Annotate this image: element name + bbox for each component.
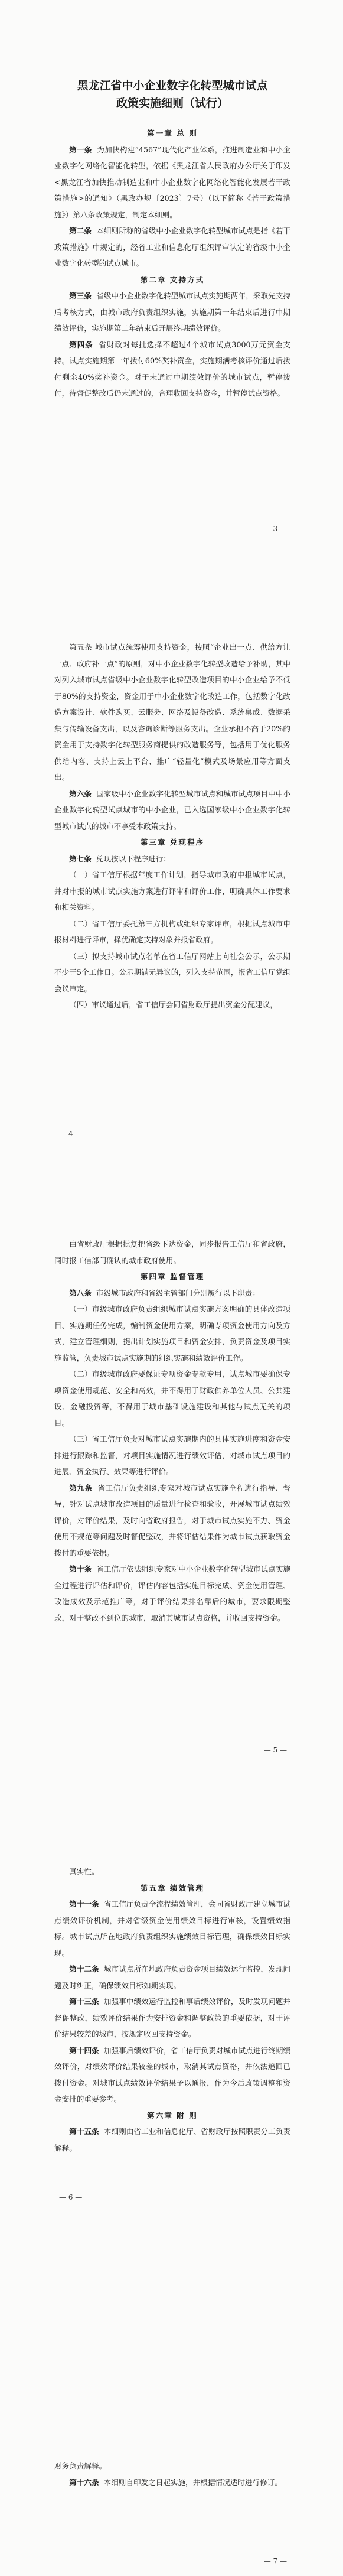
chapter-6-heading: 第六章 附 则 — [147, 2110, 198, 2120]
page-number: — 3 — — [263, 525, 287, 533]
article-9-label: 第九条 — [69, 1483, 93, 1492]
page-number: — 6 — — [59, 2193, 83, 2201]
article-3 — [54, 288, 290, 337]
article-2-label: 第二条 — [69, 226, 92, 235]
page-number: — 7 — — [263, 2557, 287, 2565]
chapter-3-heading: 第三章 兑现程序 — [140, 838, 205, 847]
article-13-text: 加强事中绩效运行监控和事后绩效评价，及时发现问题并督促整改，绩效评价结果作为安排资金和调整政策的重要依据，对于评价结果较差的城市，按规定收回支持资金。 — [54, 1997, 291, 2038]
article-6 — [54, 786, 290, 835]
page-3 — [0, 1193, 343, 1820]
article-8-label: 第八条 — [69, 1288, 92, 1297]
article-12-label: 第十二条 — [69, 1964, 99, 1973]
page-3-body — [54, 1236, 290, 1626]
article-9-text: 省工信厅负责组织专家对城市试点实施全程进行指导、督导，针对试点城市改造项目的质量进行检查和验收，开展城市试点绩效评价，对评价结果，及时向省政府报告，对于城市试点实施不力、资金使用不规范等问题及时督促整改，并将评估结果作为城市试点获取资金拨付的重要依据。 — [54, 1483, 290, 1557]
article-6-text: 国家级中小企业数字化转型城市试点和城市试点项目中中小企业数字化转型试点城市的中小企业，已入选国家级中小企业数字化转型城市试点的城市不享受本政策支持。 — [54, 789, 291, 831]
article-10 — [54, 1561, 290, 1626]
article-15 — [54, 2123, 290, 2156]
article-4 — [54, 337, 290, 402]
article-11-label: 第十一条 — [69, 1900, 99, 1908]
article-16 — [54, 2474, 290, 2491]
page-number: — 5 — — [263, 1746, 287, 1754]
article-7-item-3: （三）拟支持城市试点名单在省工信厅网站上向社会公示，公示期不少于5个工作日。公示期满无异议的，列入支持范围，报省工信厅党组会议审定。 — [54, 951, 290, 993]
article-8-item-1: （一）市级城市政府负责组织城市试点实施方案明确的具体改造项目、实施期任务完成，编制资金使用方案，明确专项资金使用方向及方式，建立管理细则，提出计划实施项目和资金安排，负责资金及项目实施监管，负责城市试点实施期的组织实施和绩效评价工作。 — [54, 1305, 290, 1362]
article-8-text: 市级城市政府和省级主管部门分别履行以下职责： — [96, 1288, 260, 1297]
article-4-label: 第四条 — [69, 340, 93, 349]
page-number: — 4 — — [59, 1130, 83, 1138]
article-8-item-3: （三）省工信厅负责对城市试点实施期内的具体实施进度和资金安排进行跟踪和监督，对项目实施情况进行绩效评估，对城市试点项目的进展、资金执行、效果等进行评价。 — [54, 1435, 290, 1476]
article-7-item-4: （四）审议通过后，省工信厅会同省财政厅提出资金分配建议， — [69, 1000, 277, 1009]
article-7-continued: 由省财政厅根据批复把省级下达资金，同步报告工信厅和省政府，同时报工信部门确认的城市政府使用。 — [54, 1240, 290, 1265]
article-7-text: 兑现按以下程序进行： — [96, 854, 171, 863]
article-1 — [54, 142, 290, 223]
article-16-label: 第十六条 — [69, 2477, 99, 2487]
article-7-label: 第七条 — [69, 854, 92, 863]
article-3-text: 省级中小企业数字化转型城市试点实施期两年，采取先支持后考核方式，由城市政府负责组织实施，实施期第一年结束后进行中期绩效评价，实施期第二年结束后开展终期绩效评价。 — [54, 291, 291, 333]
article-16-text: 本细则自印发之日起实施，并根据情况适时进行修订。 — [103, 2477, 282, 2487]
article-6-label: 第六条 — [69, 789, 92, 798]
page-1 — [0, 0, 343, 597]
article-8-item-2: （二）市级城市政府要保证专项资金专款专用，试点城市要确保专项资金使用规范、安全和高效，并不得用于财政供养单位人员、公共建设、金融投资等，不得用于城市基础设施建设和其他与试点无关的项目。 — [54, 1370, 290, 1427]
page-4-body — [54, 1863, 290, 2156]
article-8 — [54, 1285, 290, 1302]
article-2 — [54, 223, 290, 272]
document-title-line-1: 黑龙江省中小企业数字化转型城市试点 — [77, 79, 268, 92]
article-10-text: 省工信厅依法组织专家对中小企业数字化转型城市试点实施全过程进行评估和评价，评估内容包括实施目标完成、资金使用管理、改造成效及示范推广等，对于评价结果排名靠后的城市，要求限期整改，对于整改不到位的城市，取消其城市试点资格，并收回支持资金。 — [54, 1565, 291, 1622]
chapter-4-heading: 第四章 监督管理 — [140, 1272, 205, 1281]
page-4 — [0, 1820, 343, 2458]
article-12-text: 城市试点所在地政府负责资金项目绩效运行监控，发现问题及时纠正，确保绩效目标如期实现。 — [54, 1964, 291, 1990]
article-13 — [54, 1993, 290, 2042]
article-10-label: 第十条 — [69, 1565, 92, 1573]
article-5-text: 第五条 城市试点统筹使用支持资金，按照“企业出一点、供给方让一点、政府补一点”的原则，对中小企业数字化转型改造给予补助，其中对列入城市试点省级中小企业数字化转型改造项目的中小企业给予不低于80%的支持资金，资金用于中小企业数字化改造工作，包括数字化改造方案设计、软件购买、云服务、网络及设备改造、系统集成、数据采集与传输设备支出，以及咨询诊断等服务支出。企业承担不高于20%的资金用于支持数字化转型服务商提供的改造服务等，包括用于优化服务供给内容、支持上云上平台、推广“轻量化”模式及场景应用等方面支出。 — [54, 643, 290, 782]
article-12 — [54, 1961, 290, 1993]
article-11-text: 省工信厅负责全流程绩效管理，会同省财政厅建立城市试点绩效评价机制，并对省级资金使用绩效目标进行审核，设置绩效指标。城市试点所在地政府负责组织实施绩效目标管理，确保绩效目标实现。 — [54, 1900, 291, 1957]
article-11 — [54, 1896, 290, 1961]
page-2-body — [54, 639, 290, 1013]
article-1-text: 为加快构建“4567”现代化产业体系，推进制造业和中小企业数字化网络化智能化转型，依据《黑龙江省人民政府办公厅关于印发<黑龙江省加快推动制造业和中小企业数字化网络化智能化发展若干政策措施>的通知》（黑政办规〔2023〕7号）（以下简称《若干政策措施》）第八条政策规定，制定本细则。 — [54, 145, 290, 219]
chapter-2-heading: 第二章 支持方式 — [140, 275, 205, 284]
article-1-label: 第一条 — [69, 145, 92, 154]
page-5-body — [54, 2458, 290, 2490]
article-15-label: 第十五条 — [69, 2127, 99, 2136]
article-7 — [54, 851, 290, 867]
article-2-text: 本细则所称的省级中小企业数字化转型城市试点是指《若干政策措施》中规定的，经省工业和信息化厅组织评审认定的省级中小企业数字化转型的试点城市。 — [54, 226, 291, 268]
document-title-line-2: 政策实施细则（试行） — [116, 97, 228, 110]
page-5 — [0, 2458, 343, 2576]
chapter-1-heading: 第一章 总 则 — [147, 129, 198, 138]
article-9 — [54, 1480, 290, 1562]
article-14-text: 加强事后绩效评价，省工信厅负责对城市试点进行终期绩效评价，对绩效评价结果较差的城市，取消其试点资格，并依法追回已拨付资金。对城市试点绩效评价结果予以通报，作为今后政策调整和资金安排的重要参考。 — [54, 2045, 291, 2103]
article-14 — [54, 2042, 290, 2107]
page-1-body — [54, 77, 290, 402]
article-7-item-2: （二）省工信厅委托第三方机构或组织专家评审，根据试点城市申报材料进行评审，择优确定支持对象并报省政府。 — [54, 919, 290, 944]
article-10-continued: 真实性。 — [69, 1867, 99, 1876]
chapter-5-heading: 第五章 绩效管理 — [140, 1883, 205, 1892]
article-15-text: 本细则由省工业和信息化厅、省财政厅按照职责分工负责解释。 — [54, 2127, 291, 2152]
article-15-continued: 财务负责解释。 — [54, 2461, 107, 2470]
article-7-item-1: （一）省工信厅根据年度工作计划，指导城市政府申报城市试点，并对申报的城市试点实施方案进行评审和评价工作，明确具体工作要求和相关资料。 — [54, 870, 290, 912]
page-2 — [0, 597, 343, 1193]
article-3-label: 第三条 — [69, 291, 92, 300]
article-4-text: 省财政对每批选择不超过4个城市试点3000万元资金支持。试点实施期第一年拨付60%奖补资金，实施期满考核评价通过后拨付剩余40%奖补资金。对于未通过中期绩效评价的城市试点，暂停拨付，待督促整改后仍未通过的，合理收回支持资金，并暂停试点资格。 — [54, 340, 290, 398]
article-13-label: 第十三条 — [69, 1997, 99, 2006]
article-14-label: 第十四条 — [69, 2045, 99, 2055]
